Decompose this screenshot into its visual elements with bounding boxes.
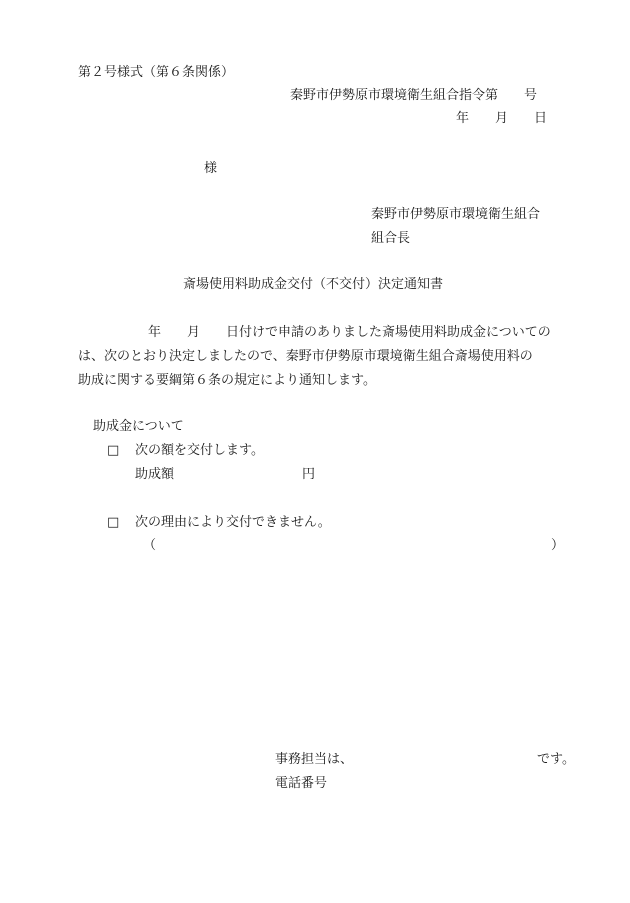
deny-option-checkbox[interactable]: □ [107, 515, 120, 530]
section-heading: 助成金について [93, 419, 184, 434]
grant-option-label: 次の額を交付します。 [135, 443, 264, 458]
deny-option-label: 次の理由により交付できません。 [135, 515, 331, 530]
grant-amount-label: 助成額 [135, 467, 175, 482]
contact-suffix: です。 [537, 752, 575, 767]
body-line-2: は、次のとおり決定しましたので、秦野市伊勢原市環境衛生組合斎場使用料の [78, 349, 533, 364]
addressee-suffix: 様 [204, 161, 218, 176]
reason-paren-close: ） [551, 538, 565, 553]
issue-date: 年 月 日 [456, 111, 548, 126]
sender-organization: 秦野市伊勢原市環境衛生組合 [371, 207, 541, 222]
reference-number: 秦野市伊勢原市環境衛生組合指令第 号 [290, 88, 538, 103]
sender-title: 組合長 [371, 231, 411, 246]
body-line-1: 年 月 日付けで申請のありました斎場使用料助成金についての [148, 325, 551, 340]
grant-amount-unit: 円 [302, 467, 316, 482]
grant-option-checkbox[interactable]: □ [107, 443, 120, 458]
reason-paren-open: （ [143, 538, 157, 553]
form-number: 第２号様式（第６条関係） [78, 65, 235, 80]
document-title: 斎場使用料助成金交付（不交付）決定通知書 [183, 277, 444, 292]
phone-label: 電話番号 [275, 776, 328, 791]
body-line-3: 助成に関する要綱第６条の規定により通知します。 [78, 373, 376, 388]
contact-label: 事務担当は、 [275, 752, 354, 767]
